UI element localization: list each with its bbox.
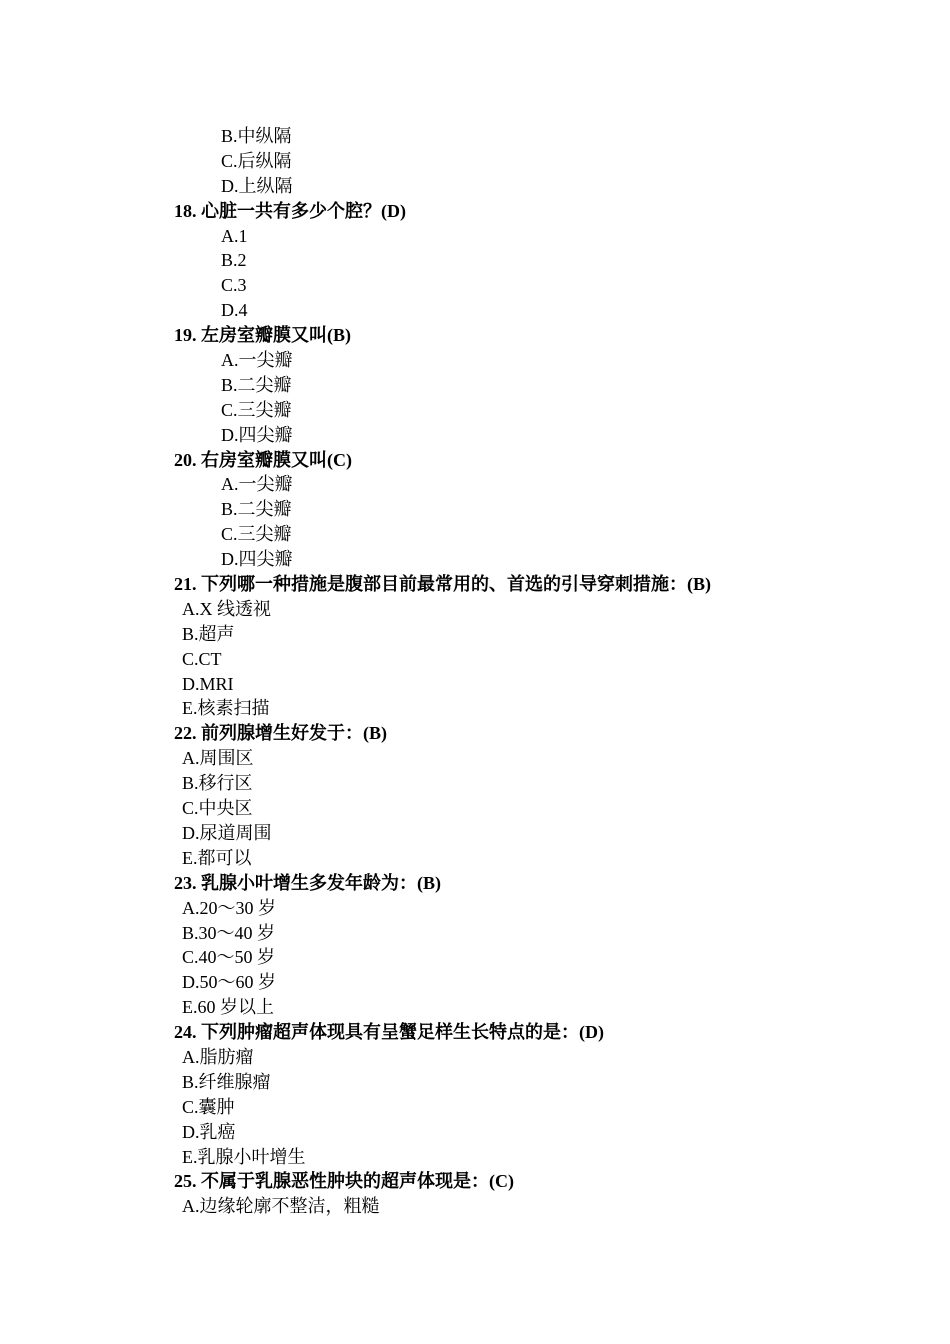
answer-option: D.四尖瓣 xyxy=(221,549,293,570)
answer-option: E.乳腺小叶增生 xyxy=(182,1146,306,1167)
answer-option: C.40～50 岁 xyxy=(182,947,276,968)
answer-option: A.X 线透视 xyxy=(182,598,271,619)
question-text: 25. 不属于乳腺恶性肿块的超声体现是：(C) xyxy=(174,1171,514,1192)
answer-option: E.都可以 xyxy=(182,847,252,868)
answer-option: A.1 xyxy=(221,225,248,246)
answer-option: D.4 xyxy=(221,300,248,321)
document-page xyxy=(0,124,950,1219)
answer-option: C.囊肿 xyxy=(182,1096,235,1117)
answer-option: B.中纵隔 xyxy=(221,126,292,146)
answer-option: D.乳癌 xyxy=(182,1121,236,1142)
question-text: 24. 下列肿瘤超声体现具有呈蟹足样生长特点的是：(D) xyxy=(174,1022,604,1043)
question-text: 18. 心脏一共有多少个腔？(D) xyxy=(174,200,406,221)
answer-option: B.30～40 岁 xyxy=(182,922,276,943)
answer-option: C.三尖瓣 xyxy=(221,524,292,545)
answer-option: A.一尖瓣 xyxy=(221,350,293,371)
answer-option: A.一尖瓣 xyxy=(221,474,293,495)
answer-option: D.50～60 岁 xyxy=(182,972,276,993)
question-text: 23. 乳腺小叶增生多发年龄为：(B) xyxy=(174,872,441,893)
answer-option: C.三尖瓣 xyxy=(221,399,292,420)
answer-option: A.脂肪瘤 xyxy=(182,1046,254,1067)
answer-option: B.二尖瓣 xyxy=(221,374,292,395)
answer-option: D.尿道周围 xyxy=(182,822,272,843)
answer-option: C.CT xyxy=(182,648,222,669)
answer-option: B.纤维腺瘤 xyxy=(182,1071,271,1092)
answer-option: D.四尖瓣 xyxy=(221,424,293,445)
answer-option: D.MRI xyxy=(182,673,234,694)
answer-option: B.超声 xyxy=(182,623,235,644)
question-text: 22. 前列腺增生好发于：(B) xyxy=(174,723,387,744)
answer-option: C.3 xyxy=(221,275,247,296)
answer-option: D.上纵隔 xyxy=(221,175,293,196)
question-text: 19. 左房室瓣膜又叫(B) xyxy=(174,325,351,346)
answer-option: B.2 xyxy=(221,250,247,271)
answer-option: A.20～30 岁 xyxy=(182,897,276,918)
answer-option: E.核素扫描 xyxy=(182,698,270,719)
answer-option: C.中央区 xyxy=(182,798,253,819)
answer-option: E.60 岁以上 xyxy=(182,997,274,1018)
answer-option: A.边缘轮廓不整洁，粗糙 xyxy=(182,1196,380,1217)
question-text: 21. 下列哪一种措施是腹部目前最常用的、首选的引导穿刺措施：(B) xyxy=(174,574,711,595)
question-text: 20. 右房室瓣膜又叫(C) xyxy=(174,449,352,470)
answer-option: C.后纵隔 xyxy=(221,150,292,171)
answer-option: B.二尖瓣 xyxy=(221,499,292,520)
answer-option: B.移行区 xyxy=(182,773,253,794)
answer-option: A.周围区 xyxy=(182,748,254,769)
